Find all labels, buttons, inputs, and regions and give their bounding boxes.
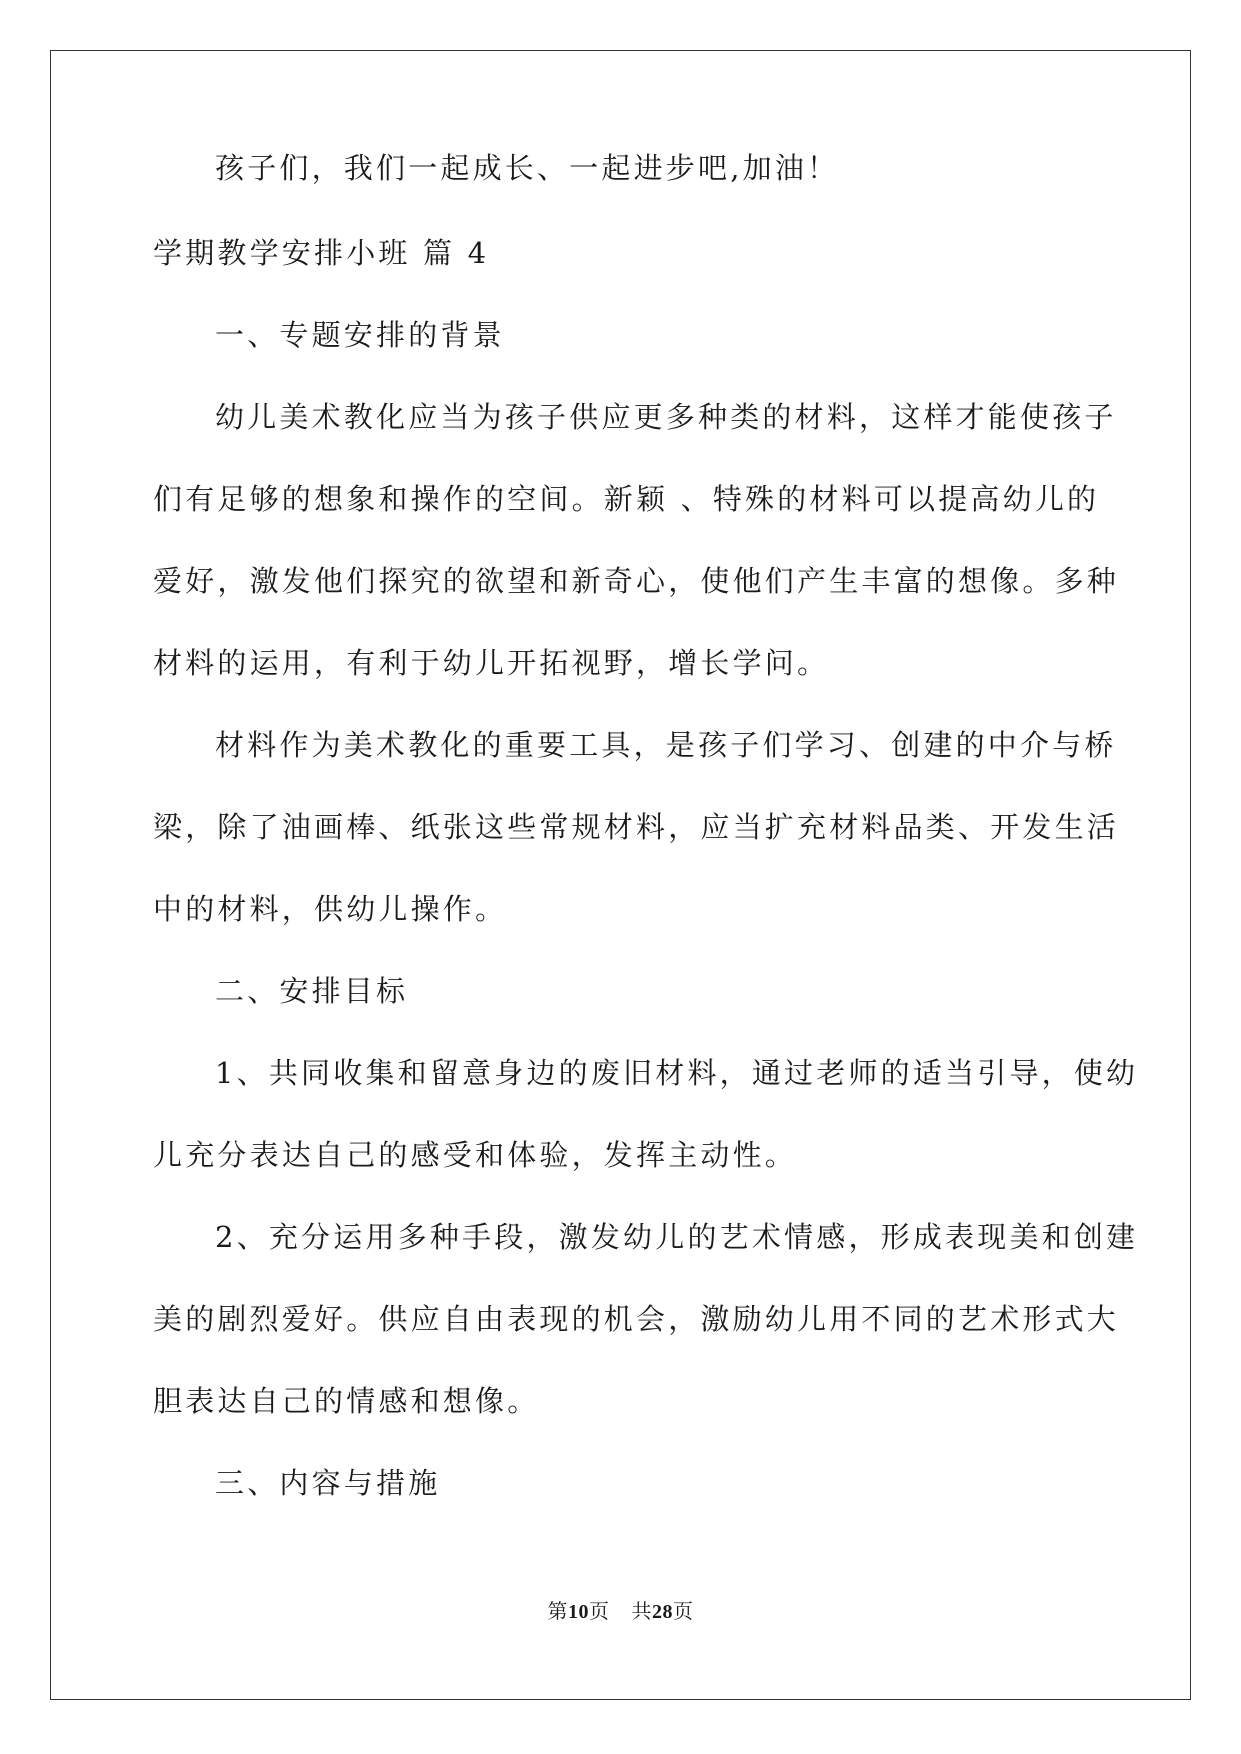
closing-line: 孩子们，我们一起成长、一起进步吧,加油！ [215,151,840,185]
paragraph-line: 2、充分运用多种手段，激发幼儿的艺术情感，形成表现美和创建 [215,1220,1139,1254]
paragraph-line: 梁，除了油画棒、纸张这些常规材料，应当扩充材料品类、开发生活 [153,810,1120,844]
paragraph-line: 幼儿美术教化应当为孩子供应更多种类的材料，这样才能使孩子 [215,400,1117,434]
paragraph-line: 美的剧烈爱好。供应自由表现的机会，激励幼儿用不同的艺术形式大 [153,1302,1120,1336]
page-footer [0,1595,1241,1624]
heading-goals: 二、安排目标 [215,974,409,1008]
heading-background: 一、专题安排的背景 [215,318,505,352]
paragraph-line: 胆表达自己的情感和想像。 [153,1384,540,1418]
paragraph-line: 中的材料，供幼儿操作。 [153,892,508,926]
paragraph-line: 爱好，激发他们探究的欲望和新奇心，使他们产生丰富的想像。多种 [153,564,1120,598]
section-title: 学期教学安排小班 篇 4 [153,236,490,270]
page-prefix: 第 [547,1599,568,1623]
document-body [153,151,1139,1524]
total-unit: 页 [673,1599,694,1623]
paragraph-line: 材料作为美术教化的重要工具，是孩子们学习、创建的中介与桥 [215,728,1117,762]
paragraph-line: 们有足够的想象和操作的空间。新颖 、特殊的材料可以提高幼儿的 [153,482,1100,516]
paragraph-line: 儿充分表达自己的感受和体验，发挥主动性。 [153,1138,798,1172]
page-unit: 页 [589,1599,610,1623]
page-current: 10 [568,1601,589,1623]
paragraph-line: 材料的运用，有利于幼儿开拓视野，增长学问。 [153,646,830,680]
page-total: 28 [652,1601,673,1623]
total-prefix: 共 [631,1599,652,1623]
paragraph-line: 1、共同收集和留意身边的废旧材料，通过老师的适当引导，使幼 [215,1056,1139,1090]
heading-measures: 三、内容与措施 [215,1466,441,1500]
